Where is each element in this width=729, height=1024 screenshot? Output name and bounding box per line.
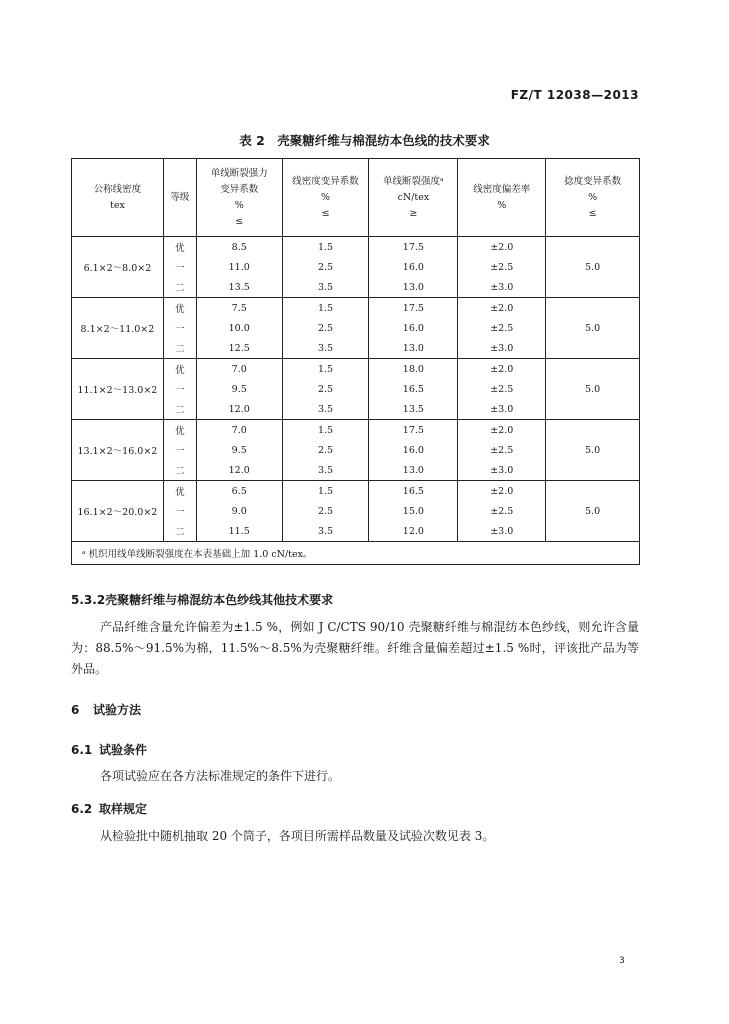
cell-density-cv: 1.5	[282, 237, 369, 258]
cell-break-cv: 13.5	[196, 277, 282, 298]
cell-strength: 12.0	[369, 521, 458, 542]
cell-break-cv: 7.0	[196, 420, 282, 441]
cell-break-cv: 12.5	[196, 338, 282, 359]
header-grade: 等级	[163, 159, 196, 237]
document-code: FZ/T 12038—2013	[510, 88, 639, 102]
cell-strength: 16.0	[369, 318, 458, 338]
cell-density-cv: 2.5	[282, 440, 369, 460]
section-5-3-2-heading: 5.3.2壳聚糖纤维与棉混纺本色纱线其他技术要求	[71, 593, 334, 607]
cell-break-cv: 10.0	[196, 318, 282, 338]
table-footnote: ᵃ 机织用线单线断裂强度在本表基础上加 1.0 cN/tex。	[72, 542, 640, 565]
cell-twist-cv: 5.0	[546, 237, 640, 298]
cell-grade: 优	[163, 237, 196, 258]
cell-density-deviation: ±2.0	[458, 237, 546, 258]
cell-break-cv: 6.5	[196, 481, 282, 502]
cell-strength: 17.5	[369, 298, 458, 319]
cell-grade: 二	[163, 460, 196, 481]
page-number: 3	[619, 956, 625, 966]
cell-density-deviation: ±3.0	[458, 338, 546, 359]
cell-strength: 13.0	[369, 460, 458, 481]
cell-strength: 16.5	[369, 379, 458, 399]
cell-density-deviation: ±2.5	[458, 440, 546, 460]
section-6-2-paragraph: 从检验批中随机抽取 20 个筒子，各项目所需样品数量及试验次数见表 3。	[100, 829, 495, 843]
table-row	[72, 420, 640, 441]
cell-linear-density: 16.1×2～20.0×2	[72, 481, 164, 542]
cell-density-cv: 1.5	[282, 420, 369, 441]
cell-density-cv: 1.5	[282, 359, 369, 380]
cell-break-cv: 9.0	[196, 501, 282, 521]
header-density-cv: 线密度变异系数 % ≤	[282, 159, 369, 237]
cell-density-deviation: ±3.0	[458, 277, 546, 298]
cell-break-cv: 11.0	[196, 257, 282, 277]
cell-density-deviation: ±2.5	[458, 501, 546, 521]
cell-break-cv: 8.5	[196, 237, 282, 258]
cell-twist-cv: 5.0	[546, 481, 640, 542]
section-6-heading: 6 试验方法	[71, 703, 142, 717]
cell-linear-density: 6.1×2～8.0×2	[72, 237, 164, 298]
cell-strength: 16.0	[369, 257, 458, 277]
table-row	[72, 237, 640, 258]
cell-strength: 13.0	[369, 338, 458, 359]
cell-strength: 13.0	[369, 277, 458, 298]
cell-strength: 13.5	[369, 399, 458, 420]
cell-density-deviation: ±3.0	[458, 399, 546, 420]
cell-strength: 18.0	[369, 359, 458, 380]
section-6-1-paragraph: 各项试验应在各方法标准规定的条件下进行。	[100, 769, 341, 783]
table-row	[72, 298, 640, 319]
cell-strength: 17.5	[369, 420, 458, 441]
cell-density-deviation: ±2.0	[458, 359, 546, 380]
cell-strength: 16.5	[369, 481, 458, 502]
header-break-cv: 单线断裂强力 变异系数 % ≤	[196, 159, 282, 237]
cell-break-cv: 9.5	[196, 379, 282, 399]
table-row	[72, 359, 640, 380]
cell-linear-density: 8.1×2～11.0×2	[72, 298, 164, 359]
cell-grade: 优	[163, 481, 196, 502]
table-footnote-row	[72, 542, 640, 565]
cell-grade: 二	[163, 399, 196, 420]
cell-density-deviation: ±2.5	[458, 379, 546, 399]
cell-density-cv: 1.5	[282, 298, 369, 319]
cell-strength: 17.5	[369, 237, 458, 258]
cell-density-cv: 3.5	[282, 338, 369, 359]
cell-density-cv: 2.5	[282, 501, 369, 521]
cell-density-cv: 2.5	[282, 257, 369, 277]
header-linear-density: 公称线密度 tex	[72, 159, 164, 237]
cell-density-deviation: ±3.0	[458, 460, 546, 481]
cell-density-cv: 3.5	[282, 460, 369, 481]
cell-grade: 一	[163, 440, 196, 460]
cell-grade: 二	[163, 521, 196, 542]
section-5-3-2-paragraph: 产品纤维含量允许偏差为±1.5 %，例如 J C/CTS 90/10 壳聚糖纤维与棉混纺本色纱线，则允许含量为：88.5%～91.5%为棉，11.5%～8.5%为壳聚糖纤维。纤维含量偏差超过±1.5 %时，评该批产品为等外品。	[71, 620, 639, 676]
cell-break-cv: 12.0	[196, 460, 282, 481]
cell-density-deviation: ±3.0	[458, 521, 546, 542]
cell-density-deviation: ±2.0	[458, 481, 546, 502]
cell-grade: 一	[163, 318, 196, 338]
header-strength: 单线断裂强度ᵃ cN/tex ≥	[369, 159, 458, 237]
cell-strength: 16.0	[369, 440, 458, 460]
cell-break-cv: 9.5	[196, 440, 282, 460]
cell-grade: 优	[163, 298, 196, 319]
table-title: 表 2 壳聚糖纤维与棉混纺本色线的技术要求	[239, 133, 490, 148]
cell-linear-density: 13.1×2～16.0×2	[72, 420, 164, 481]
cell-grade: 一	[163, 257, 196, 277]
table-header-row	[72, 159, 640, 237]
header-twist-cv: 捻度变异系数 % ≤	[546, 159, 640, 237]
cell-density-cv: 2.5	[282, 379, 369, 399]
cell-density-cv: 3.5	[282, 399, 369, 420]
cell-break-cv: 11.5	[196, 521, 282, 542]
cell-break-cv: 7.0	[196, 359, 282, 380]
spec-table	[71, 158, 640, 565]
cell-strength: 15.0	[369, 501, 458, 521]
cell-density-cv: 1.5	[282, 481, 369, 502]
table-row	[72, 481, 640, 502]
cell-grade: 优	[163, 359, 196, 380]
cell-grade: 一	[163, 379, 196, 399]
section-6-1-heading: 6.1 试验条件	[71, 743, 148, 757]
header-density-deviation: 线密度偏差率 %	[458, 159, 546, 237]
cell-linear-density: 11.1×2～13.0×2	[72, 359, 164, 420]
cell-twist-cv: 5.0	[546, 298, 640, 359]
cell-density-deviation: ±2.5	[458, 257, 546, 277]
cell-grade: 一	[163, 501, 196, 521]
cell-twist-cv: 5.0	[546, 359, 640, 420]
cell-density-cv: 3.5	[282, 521, 369, 542]
cell-break-cv: 12.0	[196, 399, 282, 420]
cell-density-deviation: ±2.5	[458, 318, 546, 338]
cell-density-cv: 3.5	[282, 277, 369, 298]
cell-density-deviation: ±2.0	[458, 420, 546, 441]
cell-grade: 二	[163, 338, 196, 359]
cell-twist-cv: 5.0	[546, 420, 640, 481]
cell-break-cv: 7.5	[196, 298, 282, 319]
cell-density-cv: 2.5	[282, 318, 369, 338]
cell-grade: 二	[163, 277, 196, 298]
section-6-2-heading: 6.2 取样规定	[71, 802, 148, 816]
cell-density-deviation: ±2.0	[458, 298, 546, 319]
cell-grade: 优	[163, 420, 196, 441]
